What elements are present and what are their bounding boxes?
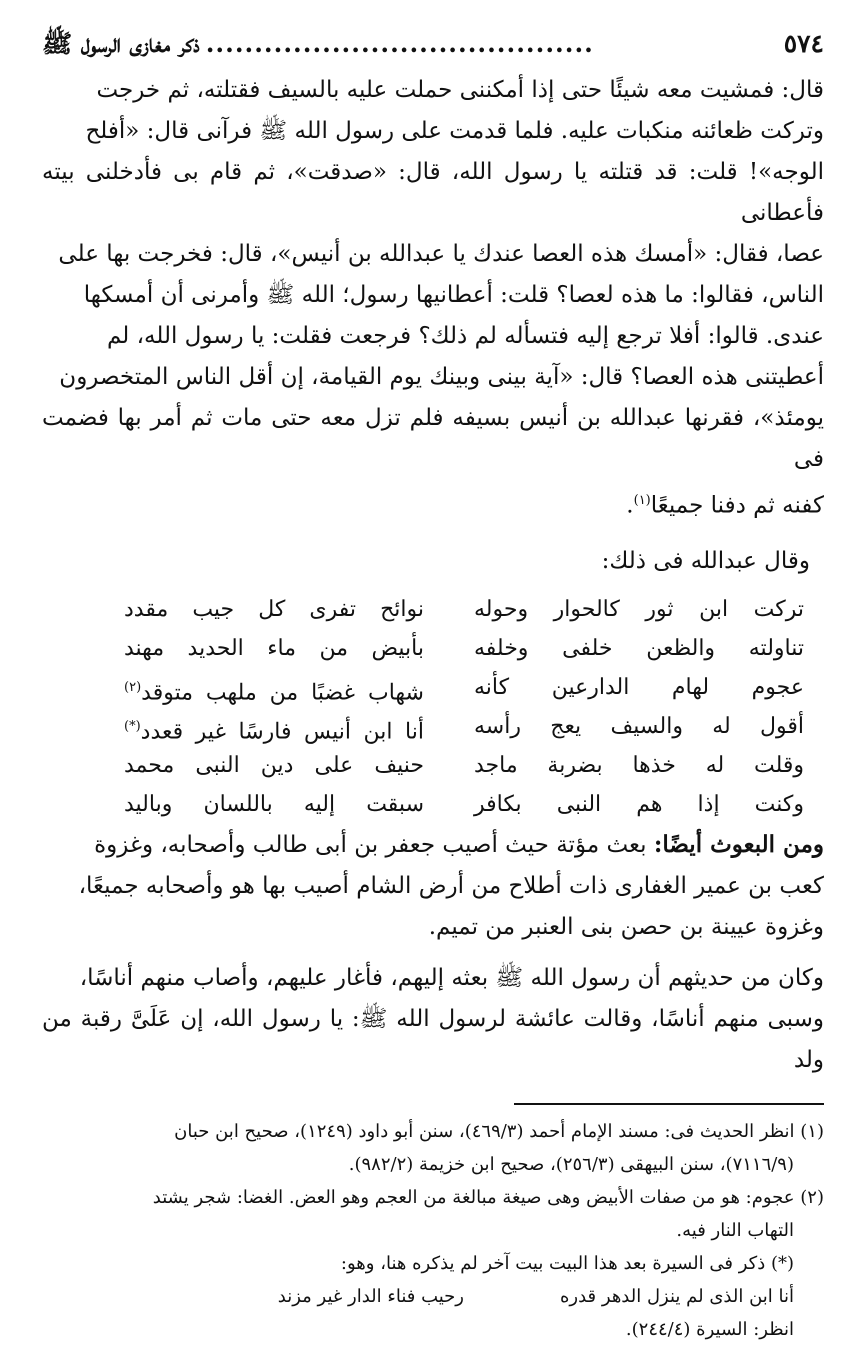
paragraph-line: كعب بن عمير الغفارى ذات أطلاح من أرض الشام أصيب بها هو وأصحابه جميعًا، [78, 872, 824, 899]
footnote-1-line: (٧١١٦/٩)، سنن البيهقى (٢٥٦/٣)، صحيح ابن خزيمة (٩٨٢/٢). [348, 1153, 794, 1175]
footnote-star-line: انظر: السيرة (٢٤٤/٤). [625, 1318, 794, 1340]
paragraph-line: وتركت ظعائنه منكبات عليه. فلما قدمت على رسول الله ﷺ فرآنى قال: «أفلح [85, 118, 824, 144]
footnote-2-line: التهاب النار فيه. [676, 1219, 794, 1241]
page-number: ٥٧٤ [783, 29, 824, 58]
paragraph-2 [42, 824, 824, 948]
footnote-star-verse [42, 1280, 824, 1313]
paragraph-line: وغزوة عيينة بن حصن بنى العنبر من تميم. [428, 913, 824, 940]
hemistich-text: نوائح تفرى كل جيب مقدد [124, 596, 424, 622]
paragraph-last-line [42, 480, 824, 527]
footnote-verse-second: رحيب فناء الدار غير مزند [277, 1285, 464, 1307]
poem-verse [42, 785, 824, 824]
poem [42, 590, 824, 824]
footnote-1-line: (١) انظر الحديث فى: مسند الإمام أحمد (٤٦٩/٣)، سنن أبو داود (١٢٤٩)، صحيح ابن حبان [174, 1120, 824, 1142]
section-lead: ومن البعوث أيضًا: [653, 830, 824, 858]
verse-second-hemistich [124, 629, 474, 668]
verse-first-hemistich: وقلت له خذها بضربة ماجد [474, 752, 804, 778]
hemistich-text: أنا ابن أنيس فارسًا غير قعدد [140, 718, 424, 744]
running-header [42, 28, 824, 70]
paragraph-line: عصا، فقال: «أمسك هذه العصا عندك يا عبدالله بن أنيس»، قال: فخرجت بها على [58, 241, 824, 267]
footnote-ref-2: (٢) [124, 679, 142, 695]
poem-verse [42, 746, 824, 785]
poem-verse [42, 707, 824, 746]
footnote-2-line: (٢) عجوم: هو من صفات الأبيض وهى صيغة مبالغة من العجم وهو العض. الغضا: شجر يشتد [152, 1186, 824, 1208]
verse-second-hemistich [124, 707, 474, 746]
verse-second-hemistich [124, 746, 474, 785]
verse-second-hemistich [124, 668, 474, 707]
hemistich-text: سبقت إليه باللسان وباليد [124, 791, 424, 817]
verse-first-hemistich: وكنت إذا هم النبى بكافر [474, 791, 804, 817]
verse-first-hemistich: تركت ابن ثور كالحوار وحوله [474, 596, 804, 622]
paragraph-3 [42, 958, 824, 1081]
footnote-ref-star: (*) [124, 718, 141, 734]
footnote-separator-wrap [42, 1081, 824, 1115]
paragraph-line: وسبى منهم أناسًا، وقالت عائشة لرسول الله ﷺ: يا رسول الله، إن عَلَىَّ رقبة من ولد [42, 1005, 824, 1073]
footnote-ref-1: (١) [633, 493, 651, 508]
poem-verse [42, 668, 824, 707]
paragraph-line-text: كفنه ثم دفنا جميعًا [650, 492, 824, 519]
poem-intro: وقال عبدالله فى ذلك: [601, 547, 810, 574]
paragraph-line: الوجه»! قلت: قد قتلته يا رسول الله، قال: «صدقت»، ثم قام بى فأدخلنى بيته فأعطانى [42, 159, 824, 226]
footnote-verse-first: أنا ابن الذى لم ينزل الدهر قدره [559, 1285, 794, 1307]
verse-second-hemistich [124, 785, 474, 824]
verse-first-hemistich: عجوم لهام الدارعين كأنه [474, 674, 804, 700]
paragraph-line: عندى. قالوا: أفلا ترجع إليه فتسأله لم ذلك؟ فرجعت فقلت: يا رسول الله، لم [106, 323, 824, 349]
verse-first-hemistich: أقول له والسيف يعج رأسه [474, 713, 804, 739]
paragraph-line: يومئذ»، فقرنها عبدالله بن أنيس بسيفه فلم تزل معه حتى مات ثم أمر بها فضمت فى [42, 405, 824, 472]
paragraph-line: وكان من حديثهم أن رسول الله ﷺ بعثه إليهم، فأغار عليهم، وأصاب منهم أناسًا، [79, 964, 824, 991]
paragraph-line: الناس، فقالوا: ما هذه لعصا؟ قلت: أعطانيها رسول؛ الله ﷺ وأمرنى أن أمسكها [83, 282, 824, 308]
header-title: ذكر مغازى الرسول ﷺ [42, 29, 200, 58]
paragraph-line: قال: فمشيت معه شيئًا حتى إذا أمكننى حملت عليه بالسيف فقتلته، ثم خرجت [96, 77, 824, 103]
paragraph-1 [42, 70, 824, 527]
poem-verse [42, 629, 824, 668]
header-dot-leader: ........................................ [205, 29, 594, 58]
hemistich-text: حنيف على دين النبى محمد [124, 752, 424, 778]
paragraph-end-mark: . [626, 492, 634, 519]
footnotes [42, 1115, 824, 1346]
paragraph-line-text: بعث مؤتة حيث أصيب جعفر بن أبى طالب وأصحابه، وغزوة [94, 831, 654, 858]
footnote-star-line: (*) ذكر فى السيرة بعد هذا البيت بيت آخر لم يذكره هنا، وهو: [340, 1252, 794, 1274]
paragraph-line [42, 824, 824, 866]
hemistich-text: شهاب غضبًا من ملهب متوقد [141, 679, 424, 705]
paragraph-line: أعطيتنى هذه العصا؟ قال: «آية بينى وبينك يوم القيامة، إن أقل الناس المتخصرون [59, 364, 824, 390]
poem-verse [42, 590, 824, 629]
hemistich-text: بأبيض من ماء الحديد مهند [124, 635, 424, 661]
footnote-separator [514, 1103, 824, 1105]
verse-second-hemistich [124, 590, 474, 629]
verse-first-hemistich: تناولته والظعن خلفى وخلفه [474, 635, 804, 661]
